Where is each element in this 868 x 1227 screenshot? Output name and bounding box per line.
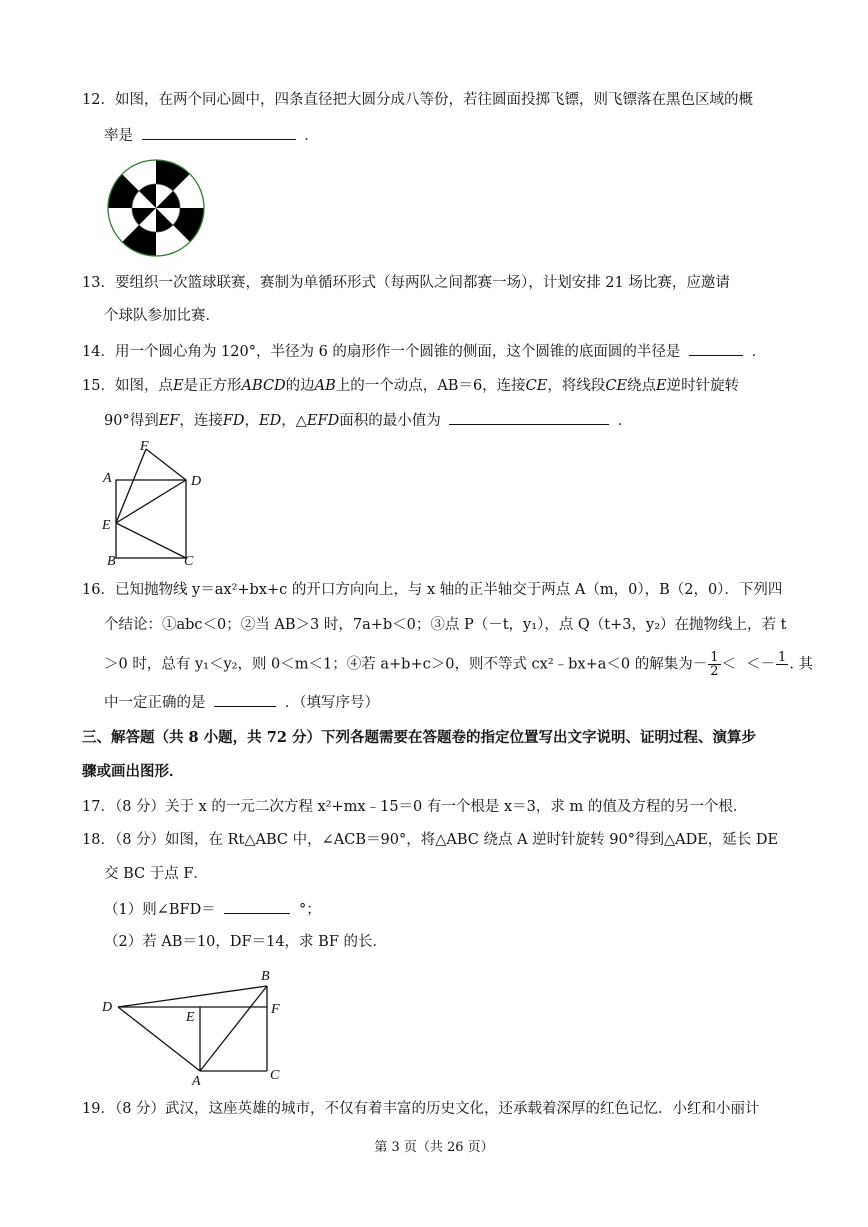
q18-part1 — [104, 899, 321, 920]
q18-part1-text: （1）则∠BFD＝ — [104, 902, 216, 918]
q18-answer-blank[interactable] — [224, 899, 290, 914]
q16-frac2-den — [776, 665, 788, 678]
q13-line2: 个球队参加比赛． — [104, 308, 220, 324]
label-f: F — [271, 1002, 280, 1017]
label-b: B — [107, 554, 116, 569]
q12-answer-blank[interactable] — [142, 125, 296, 140]
q15-line2 — [104, 410, 632, 431]
q16-text-4b: ．（填写序号） — [284, 695, 379, 711]
q12-line1: 12．如图，在两个同心圆中，四条直径把大圆分成八等份，若往圆面投掷飞镖，则飞镖落在黑色区域的概 — [82, 92, 753, 108]
q15-text-2a: 90°得到 — [104, 413, 159, 429]
q15-text-f: 绕点 — [627, 378, 657, 394]
q15-text-e: ，将线段 — [547, 378, 606, 394]
q13-line1: 13．要组织一次篮球联赛，赛制为单循环形式（每两队之间都赛一场），计划安排 21 场比赛，应邀请 — [82, 275, 730, 291]
q16-line1: 16．已知抛物线 y＝ax²+bx+c 的开口方向向上，与 x 轴的正半轴交于两点 A（m，0），B（2，0）．下列四 — [82, 582, 783, 598]
q14-suffix: ． — [751, 344, 767, 360]
label-a: A — [103, 471, 112, 486]
q15-var-ce: CE — [525, 378, 548, 394]
q15-var-efd: EFD — [306, 413, 340, 429]
label-e: E — [186, 1010, 195, 1025]
q16-answer-blank[interactable] — [214, 692, 276, 707]
q12-dartboard-figure — [106, 158, 206, 258]
q19-line1: 19．（8 分）武汉，这座英雄的城市，不仅有着丰富的历史文化，还承载着深厚的红色记忆．小红和小丽计 — [82, 1101, 760, 1117]
segment-ef — [116, 449, 146, 523]
q16-text-3b: ＜ — [721, 656, 737, 673]
q18-line1: 18．（8 分）如图，在 Rt△ABC 中，∠ACB＝90°，将△ABC 绕点 A 逆时针旋转 90°得到△ADE，延长 DE — [82, 832, 779, 848]
q15-text-d: 上的一个动点， — [335, 378, 438, 394]
q18-part2: （2）若 AB＝10，DF＝14，求 BF 的长． — [104, 934, 387, 950]
q15-var-e: E — [172, 378, 184, 394]
segment-ab — [200, 986, 267, 1071]
q15-text-b: 是正方形 — [183, 378, 242, 394]
q15-var-ed: ED — [259, 413, 282, 429]
q18-part1-suffix: °； — [298, 902, 321, 918]
label-d: D — [191, 474, 202, 489]
q15-text-2c: ， — [244, 413, 260, 429]
q16-line4 — [104, 692, 379, 713]
q16-text-3c: ＜－ — [746, 656, 776, 673]
q15-line1 — [82, 376, 739, 396]
q16-text-3d: . 其 — [789, 656, 814, 673]
q15-square-figure — [98, 438, 208, 568]
q15-text-ab6: AB＝6，连接 — [437, 378, 526, 394]
q16-text-4a: 中一定正确的是 — [104, 695, 206, 711]
label-e: E — [102, 518, 111, 533]
segment-fd — [146, 449, 186, 480]
q16-frac-num: 1 — [710, 650, 719, 665]
q15-answer-blank[interactable] — [449, 410, 609, 425]
q12-line2 — [104, 125, 319, 146]
label-a: A — [192, 1074, 201, 1089]
section3-line2: 骤或画出图形． — [82, 763, 184, 780]
q17-line: 17．（8 分）关于 x 的一元二次方程 x²+mx﹣15＝0 有一个根是 x＝3，求 m 的值及方程的另一个根． — [82, 799, 748, 815]
q16-line2: 个结论：①abc＜0；②当 AB＞3 时，7a+b＜0；③点 P（－t，y₁），点 Q（t+3，y₂）在抛物线上，若 t — [104, 617, 787, 633]
square-abcd — [116, 480, 186, 558]
q14-text: 14．用一个圆心角为 120°，半径为 6 的扇形作一个圆锥的侧面，这个圆锥的底面圆的半径是 — [82, 344, 681, 360]
q15-suffix: ． — [617, 413, 633, 429]
q15-text-2b: ，连接 — [179, 413, 223, 429]
q16-fraction-half — [708, 651, 720, 678]
q15-text-g: 逆时针旋转 — [666, 378, 740, 394]
q15-var-ce2: CE — [605, 378, 628, 394]
page-footer: 第 3 页（共 26 页） — [374, 1140, 494, 1155]
q15-text-2e: 面积的最小值为 — [339, 413, 441, 429]
segment-db — [118, 986, 267, 1007]
q15-var-ab: AB — [314, 378, 336, 394]
q12-line2-suffix: ． — [304, 128, 319, 144]
q16-line3 — [104, 651, 813, 678]
q16-frac2-num: 1 — [778, 650, 787, 665]
q12-line2-prefix: 率是 — [104, 128, 133, 144]
segment-ec — [116, 523, 186, 558]
q18-triangle-figure — [98, 965, 298, 1089]
q18-line2: 交 BC 于点 F． — [104, 866, 208, 882]
label-c: C — [270, 1068, 280, 1083]
label-d: D — [102, 1000, 113, 1015]
segment-ed — [116, 480, 186, 523]
section3-line1: 三、解答题（共 8 小题，共 72 分）下列各题需要在答题卷的指定位置写出文字说明、证明过程、演算步 — [82, 729, 756, 746]
label-f: F — [140, 439, 149, 454]
label-c: C — [184, 554, 194, 569]
q16-frac-den: 2 — [710, 664, 719, 679]
q14-answer-blank[interactable] — [689, 341, 743, 356]
q14-line — [82, 341, 766, 362]
q15-text-a: 15．如图，点 — [82, 378, 173, 394]
q15-text-2d: ，△ — [281, 413, 307, 429]
q15-var-fd: FD — [222, 413, 245, 429]
q15-var-abcd: ABCD — [241, 378, 286, 394]
q15-text-c: 的边 — [285, 378, 315, 394]
q16-text-3a: ＞0 时，总有 y₁＜y₂，则 0＜m＜1；④若 a+b+c＞0，则不等式 cx²﹣bx+a＜0 的解集为－ — [104, 656, 708, 673]
q16-fraction-2 — [776, 651, 788, 678]
q15-var-ef: EF — [158, 413, 180, 429]
q15-var-e2: E — [656, 378, 667, 394]
label-b: B — [261, 969, 270, 984]
